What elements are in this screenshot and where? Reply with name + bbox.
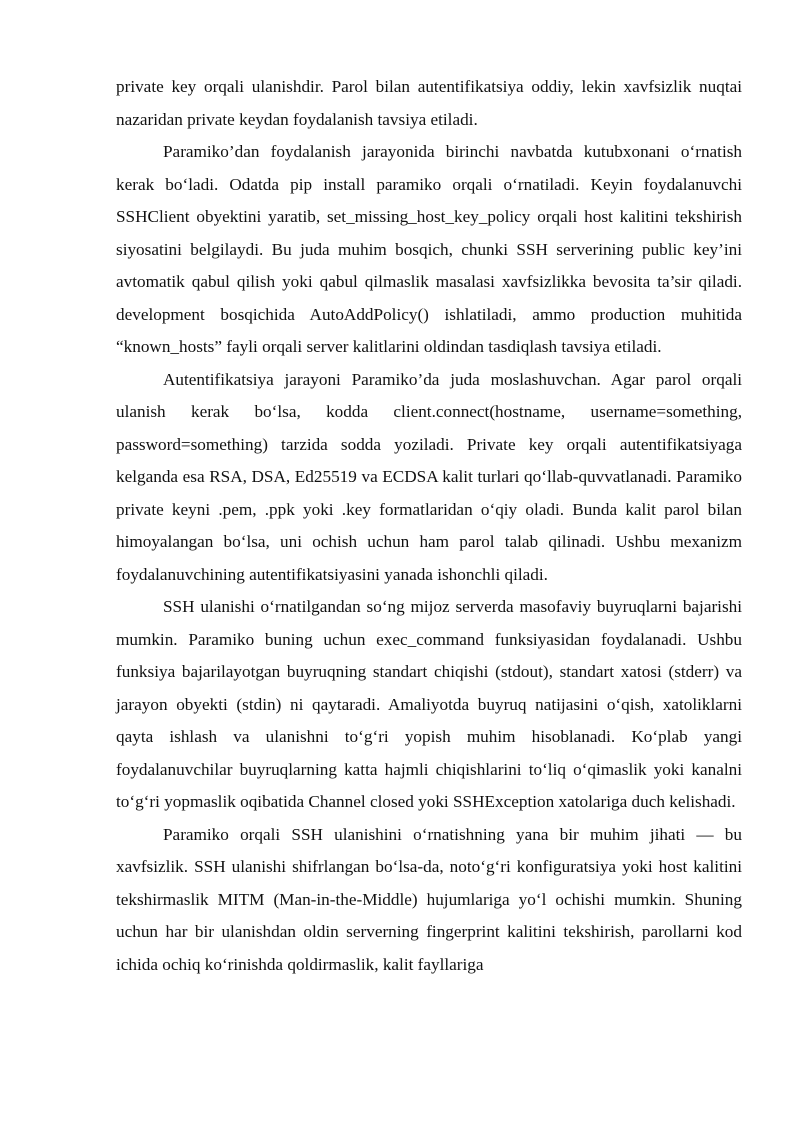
paragraph-5: Paramiko orqali SSH ulanishini o‘rnatishning yana bir muhim jihati — bu xavfsizlik. SSH ulanishi shifrlangan bo‘lsa-da, noto‘g‘ri konfiguratsiya yoki host kalitini tekshirmaslik MITM (Man-in-the-Middle) hujumlariga yo‘l ochishi mumkin. Shuning uchun har bir ulanishdan oldin serverning fingerprint kalitini tekshirish, parollarni kod ichida ochiq ko‘rinishda qoldirmaslik, kalit fayllariga <box>116 824 742 974</box>
paragraph-1: private key orqali ulanishdir. Parol bilan autentifikatsiya oddiy, lekin xavfsizlik nuqtai nazaridan private keydan foydalanish tavsiya etiladi. <box>116 77 742 129</box>
paragraph-2: Paramiko’dan foydalanish jarayonida birinchi navbatda kutubxonani o‘rnatish kerak bo‘ladi. Odatda pip install paramiko orqali o‘rnatiladi. Keyin foydalanuvchi SSHClient obyektini yaratib, set_missing_host_key_policy orqali host kalitini tekshirish siyosatini belgilaydi. Bu juda muhim bosqich, chunki SSH serverining public key’ini avtomatik qabul qilish yoki qabul qilmaslik masalasi xavfsizlikka bevosita ta’sir qiladi. development bosqichida AutoAddPolicy() ishlatiladi, ammo production muhitida “known_hosts” fayli orqali server kalitlarini oldindan tasdiqlash tavsiya etiladi. <box>116 142 742 356</box>
document-body <box>116 71 742 981</box>
paragraph-3: Autentifikatsiya jarayoni Paramiko’da juda moslashuvchan. Agar parol orqali ulanish kerak bo‘lsa, kodda client.connect(hostname, username=something, password=something) tarzida sodda yoziladi. Private key orqali autentifikatsiyaga kelganda esa RSA, DSA, Ed25519 va ECDSA kalit turlari qo‘llab-quvvatlanadi. Paramiko private keyni .pem, .ppk yoki .key formatlaridan o‘qiy oladi. Bunda kalit parol bilan himoyalangan bo‘lsa, uni ochish uchun ham parol talab qilinadi. Ushbu mexanizm foydalanuvchining autentifikatsiyasini yanada ishonchli qiladi. <box>116 369 742 584</box>
paragraph-4: SSH ulanishi o‘rnatilgandan so‘ng mijoz serverda masofaviy buyruqlarni bajarishi mumkin. Paramiko buning uchun exec_command funksiyasidan foydalanadi. Ushbu funksiya bajarilayotgan buyruqning standart chiqishi (stdout), standart xatosi (stderr) va jarayon obyekti (stdin) ni qaytaradi. Amaliyotda buyruq natijasini o‘qish, xatoliklarni qayta ishlash va ulanishni to‘g‘ri yopish muhim hisoblanadi. Ko‘plab yangi foydalanuvchilar buyruqlarning katta hajmli chiqishlarini to‘liq o‘qimaslik yoki kanalni to‘g‘ri yopmaslik oqibatida Channel closed yoki SSHException xatolariga duch kelishadi. <box>116 597 742 811</box>
